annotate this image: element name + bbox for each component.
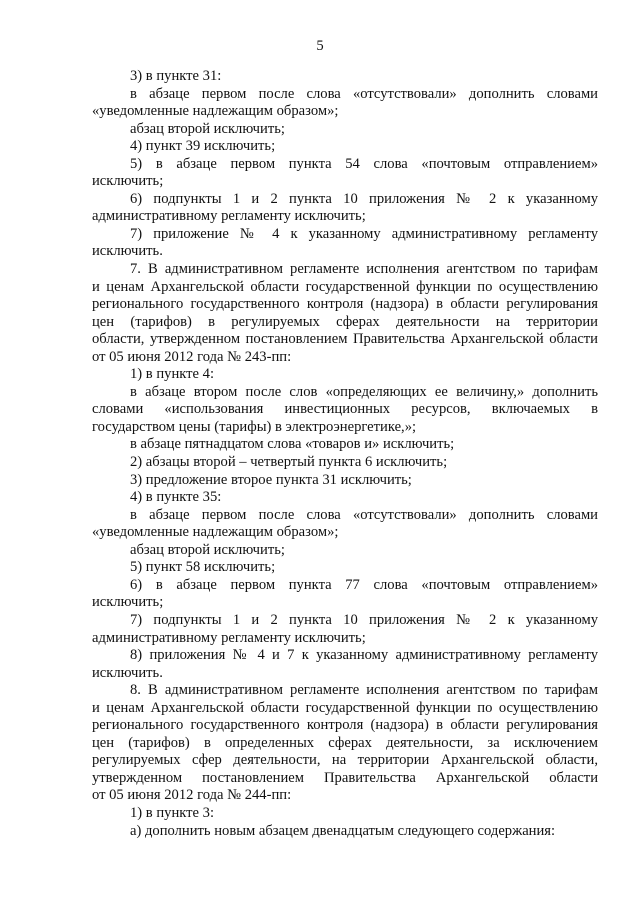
text-line: исключить; (92, 594, 164, 611)
text-line: государством цены (тарифы) в электроэнергетике,»; (92, 418, 417, 435)
text-line: в абзаце втором после слов «определяющих ее величину,» дополнить (130, 383, 598, 400)
text-line: регионального государственного контроля (надзора) в области регулирования (92, 717, 598, 734)
text-line: абзац второй исключить; (130, 120, 285, 137)
text-line: 1) в пункте 4: (130, 366, 215, 383)
text-line: 3) в пункте 31: (130, 68, 222, 84)
text-line: от 05 июня 2012 года № 244-пп: (92, 787, 292, 804)
text-line: 8) приложения № 4 и 7 к указанному административному регламенту (130, 647, 598, 664)
text-line: в абзаце первом после слова «отсутствовали» дополнить словами (130, 506, 598, 523)
text-line: «уведомленные надлежащим образом»; (92, 524, 339, 541)
text-line: 6) подпункты 1 и 2 пункта 10 приложения № 2 к указанному (130, 190, 598, 207)
text-line: регионального государственного контроля (надзора) в области регулирования (92, 296, 598, 313)
text-line: исключить; (92, 173, 164, 190)
text-line: исключить. (92, 664, 163, 681)
text-line: регулируемых сфер деятельности, на территории Архангельской области, (92, 752, 598, 769)
text-line: цен (тарифов) в определенных сферах деятельности, за исключением (92, 734, 598, 751)
page-number: 5 (316, 38, 324, 54)
text-line: а) дополнить новым абзацем двенадцатым следующего содержания: (130, 822, 556, 839)
text-line: 2) абзацы второй – четвертый пункта 6 исключить; (130, 454, 448, 471)
text-line: в абзаце пятнадцатом слова «товаров и» исключить; (130, 436, 455, 453)
text-line: утвержденном постановлением Правительства Архангельской области (92, 769, 598, 786)
text-line: административному регламенту исключить; (92, 208, 366, 225)
text-line: исключить. (92, 243, 163, 260)
text-line: 4) пункт 39 исключить; (130, 138, 276, 155)
text-line: 4) в пункте 35: (130, 489, 222, 506)
text-line: 8. В административном регламенте исполнения агентством по тарифам (130, 682, 598, 699)
text-line: цен (тарифов) в регулируемых сферах деятельности на территории (92, 313, 598, 330)
text-line: от 05 июня 2012 года № 243-пп: (92, 348, 292, 365)
text-line: 7) приложение № 4 к указанному административному регламенту (130, 225, 598, 242)
text-line: 7. В административном регламенте исполнения агентством по тарифам (130, 261, 598, 278)
text-line: 6) в абзаце первом пункта 77 слова «почтовым отправлением» (130, 576, 598, 593)
text-line: 3) предложение второе пункта 31 исключить; (130, 471, 412, 488)
text-line: 7) подпункты 1 и 2 пункта 10 приложения № 2 к указанному (130, 611, 598, 628)
text-line: «уведомленные надлежащим образом»; (92, 103, 339, 120)
text-line: в абзаце первом после слова «отсутствовали» дополнить словами (130, 85, 598, 102)
text-line: 5) пункт 58 исключить; (130, 559, 276, 576)
text-line: 5) в абзаце первом пункта 54 слова «почтовым отправлением» (130, 155, 598, 172)
text-line: и ценам Архангельской области государственной функции по осуществлению (92, 699, 598, 716)
text-line: области, утвержденном постановлением Правительства Архангельской области (92, 331, 598, 348)
document-body (92, 68, 598, 840)
text-line: и ценам Архангельской области государственной функции по осуществлению (92, 278, 598, 295)
text-line: административному регламенту исключить; (92, 629, 366, 646)
text-line: словами «использования инвестиционных ресурсов, включаемых в (92, 401, 598, 418)
text-line: 1) в пункте 3: (130, 804, 215, 821)
text-line: абзац второй исключить; (130, 541, 285, 558)
